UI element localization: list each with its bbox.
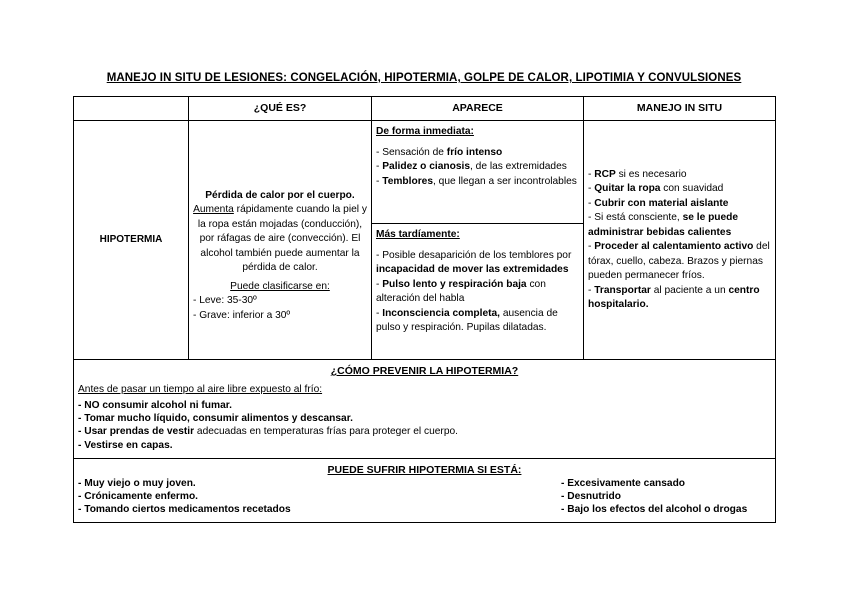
lesiones-table bbox=[73, 96, 776, 523]
prevenir-intro: Antes de pasar un tiempo al aire libre expuesto al frío: bbox=[78, 383, 323, 395]
manejo-item-3: - Cubrir con material aislante bbox=[588, 197, 729, 209]
riesgo-right-item: - Desnutrido bbox=[561, 491, 621, 503]
header-aparece: APARECE bbox=[372, 97, 584, 121]
riesgo-row bbox=[74, 458, 776, 523]
header-que-es: ¿QUÉ ES? bbox=[189, 97, 372, 121]
aumenta-word: Aumenta bbox=[193, 204, 234, 216]
que-es-cell bbox=[189, 121, 372, 360]
document-title: MANEJO IN SITU DE LESIONES: CONGELACIÓN, HIPOTERMIA, GOLPE DE CALOR, LIPOTIMIA Y CONVULSIONES bbox=[106, 72, 742, 84]
manejo-item-4: - Si está consciente, se le puede administrar bebidas calientes bbox=[588, 212, 739, 238]
manejo-cell bbox=[584, 121, 776, 360]
tardiamente-item-1: - Posible desaparición de los temblores por incapacidad de mover las extremidades bbox=[376, 249, 572, 275]
riesgo-title: PUEDE SUFRIR HIPOTERMIA SI ESTÁ: bbox=[327, 463, 522, 476]
leve-item: - Leve: 35-30º bbox=[193, 295, 257, 307]
riesgo-left-list bbox=[78, 477, 548, 516]
riesgo-left-item: - Muy viejo o muy joven. bbox=[78, 478, 196, 490]
clasificar-label: Puede clasificarse en: bbox=[230, 280, 330, 292]
tardiamente-item-2: - Pulso lento y respiración baja con alteración del habla bbox=[376, 278, 546, 304]
prevenir-item-3: - Usar prendas de vestir adecuadas en temperaturas frías para proteger el cuerpo. bbox=[78, 426, 458, 438]
riesgo-right-item: - Bajo los efectos del alcohol o drogas bbox=[561, 504, 748, 516]
prevenir-item-4: - Vestirse en capas. bbox=[78, 439, 173, 451]
manejo-item-1: - RCP si es necesario bbox=[588, 168, 687, 180]
manejo-item-2: - Quitar la ropa con suavidad bbox=[588, 183, 724, 194]
riesgo-left-item: - Crónicamente enfermo. bbox=[78, 491, 199, 503]
inmediata-cell bbox=[372, 121, 584, 224]
manejo-item-5: - Proceder al calentamiento activo del tórax, cuello, cabeza. Brazos y piernas pueden permanecer fríos. bbox=[588, 241, 770, 281]
prevenir-item-2: - Tomar mucho líquido, consumir alimentos y descansar. bbox=[78, 413, 353, 425]
inmediata-item-3: - Temblores, que llegan a ser incontrolables bbox=[376, 175, 577, 187]
tardiamente-cell bbox=[372, 224, 584, 360]
row-name-hipotermia: HIPOTERMIA bbox=[74, 121, 189, 360]
riesgo-left-item: - Tomando ciertos medicamentos recetados bbox=[78, 504, 291, 516]
header-blank bbox=[74, 97, 189, 121]
header-row bbox=[74, 97, 776, 121]
prevenir-row bbox=[74, 360, 776, 459]
riesgo-right-item: - Excesivamente cansado bbox=[561, 478, 686, 490]
header-manejo: MANEJO IN SITU bbox=[584, 97, 776, 121]
que-es-bold: Pérdida de calor por el cuerpo. bbox=[205, 189, 355, 201]
inmediata-heading: De forma inmediata: bbox=[376, 126, 474, 137]
manejo-item-6: - Transportar al paciente a un centro hospitalario. bbox=[588, 284, 760, 310]
prevenir-title: ¿CÓMO PREVENIR LA HIPOTERMIA? bbox=[330, 365, 519, 377]
riesgo-cell bbox=[74, 458, 776, 523]
prevenir-cell bbox=[74, 360, 776, 459]
riesgo-right-list bbox=[561, 477, 771, 516]
grave-item: - Grave: inferior a 30º bbox=[193, 309, 291, 321]
aumenta-rest: rápidamente cuando la piel y la ropa están mojadas (conducción), por ráfagas de aire (convección). El alcohol también puede aumentar la pérdida de calor. bbox=[197, 204, 367, 274]
tardiamente-heading: Más tardíamente: bbox=[376, 229, 460, 240]
hipotermia-row-top bbox=[74, 121, 776, 224]
inmediata-item-1: - Sensación de frío intenso bbox=[376, 146, 503, 158]
inmediata-item-2: - Palidez o cianosis, de las extremidades bbox=[376, 161, 567, 172]
tardiamente-item-3: - Inconsciencia completa, ausencia de pulso y respiración. Pupilas dilatadas. bbox=[376, 307, 558, 333]
prevenir-item-1: - NO consumir alcohol ni fumar. bbox=[78, 400, 232, 411]
